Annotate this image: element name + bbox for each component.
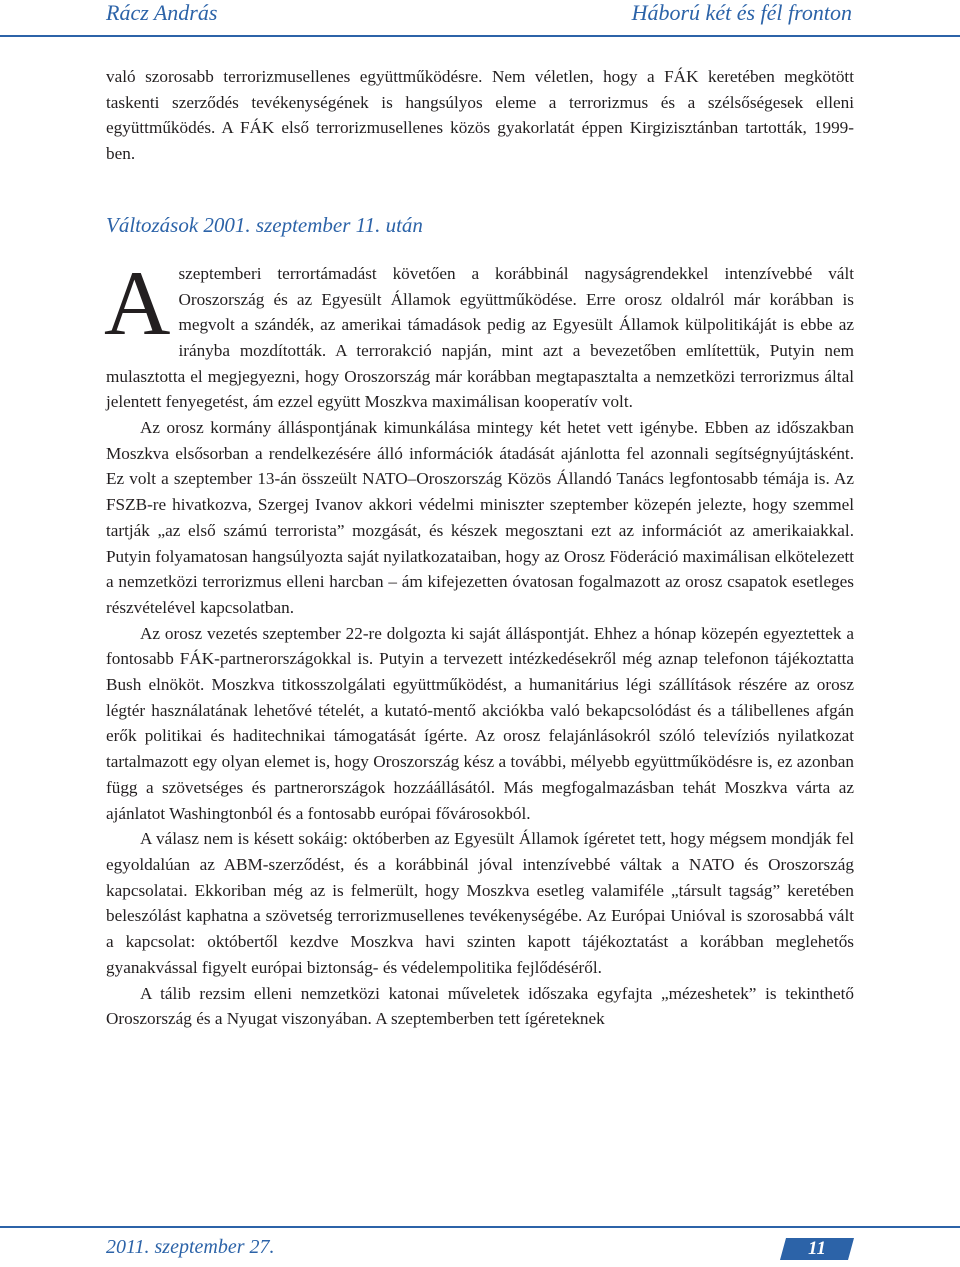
page-number: 11 <box>808 1238 826 1259</box>
drop-cap: A <box>104 251 171 354</box>
running-header <box>0 0 960 30</box>
paragraph-4: A válasz nem is késett sokáig: októberben az Egyesült Államok ígéretet tett, hogy mégsem mondják fel egyoldalúan az ABM-szerződést, és a korábbinál jóval intenzívebbé váltak a NATO és Oroszország kapcsolatai. Ekkoriban még az is felmerült, hogy Moszkva esetleg valamiféle „társult tagság” keretében beleszólást kaphatna a szövetség terrorizmusellenes tevékenységébe. Az Európai Unióval is szorosabbá vált a kapcsolat: októbertől kezdve Moszkva havi szinten kapott tájékoztatást a korábban meglehetős gyanakvással figyelt európai biztonság- és védelempolitika fejlődéséről. <box>106 829 854 977</box>
footer-date: 2011. szeptember 27. <box>106 1236 275 1258</box>
header-title: Háború két és fél fronton <box>631 0 852 25</box>
header-author: Rácz András <box>106 0 218 25</box>
paragraph-intro: való szorosabb terrorizmusellenes együttműködésre. Nem véletlen, hogy a FÁK keretében megkötött taskenti szerződés tevékenységének is hangsúlyos eleme a terrorizmus és a szélsőségesek elleni együttműködés. A FÁK első terrorizmusellenes közös gyakorlatát éppen Kirgizisztánban tartották, 1999-ben. <box>106 67 854 164</box>
page-number-badge <box>780 1238 854 1260</box>
footer-rule <box>0 1226 960 1228</box>
paragraph-2: Az orosz kormány álláspontjának kimunkálása mintegy két hetet vett igénybe. Ebben az időszakban Moszkva elsősorban a rendelkezésére álló információk átadását ajánlotta fel azonnali segítségnyújtásként. Ez volt a szeptember 13-án összeült NATO–Oroszország Közös Állandó Tanács legfontosabb témája is. Az FSZB-re hivatkozva, Szergej Ivanov akkori védelmi miniszter szeptember közepén jelezte, hogy szemmel tartják „az első számú terrorista” mozgását, és készek megosztani ezt az információt az amerikaiakkal. Putyin folyamatosan hangsúlyozta saját nyilatkozataiban, hogy az Orosz Föderáció maximálisan elkötelezett a nemzetközi terrorizmus elleni harcban – ám kifejezetten óvatosan fogalmazott az orosz csapatok esetleges részvételével kapcsolatban. <box>106 418 854 617</box>
article-body <box>106 64 854 1032</box>
section-heading: Változások 2001. szeptember 11. után <box>106 212 423 237</box>
paragraph-5: A tálib rezsim elleni nemzetközi katonai műveletek időszaka egyfajta „mézeshetek” is tekinthető Oroszország és a Nyugat viszonyában. A szeptemberben tett ígéreteknek <box>106 983 854 1029</box>
paragraph-1 <box>104 251 854 415</box>
paragraph-3: Az orosz vezetés szeptember 22-re dolgozta ki saját álláspontját. Ehhez a hónap közepén egyeztettek a fontosabb FÁK-partnerországokkal is. Putyin a tervezett intézkedésekről még aznap telefonon tájékoztatta Bush elnököt. Moszkva titkosszolgálati együttműködést, a humanitárius légi szállítások részére az orosz légtér használatának lehetővé tételét, a kutató-mentő akciókba való bekapcsolódást és a tálibellenes afgán erők politikai és haditechnikai támogatását ígérte. Az orosz felajánlásokról szóló televíziós nyilatkozat tartalmazott egy olyan elemet is, hogy Oroszország kész a további, mélyebb együttműködésre is, ez azonban függ a szövetséges és partnerországok hozzáállásától. Más megfogalmazásban tehát Moszkva várta az ajánlatot Washingtonból és a fontosabb európai fővárosokból. <box>106 623 854 823</box>
header-rule <box>0 35 960 37</box>
paragraph-1-text: szeptemberi terrortámadást követően a korábbinál nagyságrendekkel intenzívebbé vált Oroszország és az Egyesült Államok együttműködése. Erre orosz oldalról már korábban is megvolt a szándék, az amerikai támadások pedig az Egyesült Államok külpolitikáját is ebbe az irányba mozdították. A terrorakció napján, mint azt a bevezetőben említettük, Putyin nem mulasztotta el megjegyezni, hogy Oroszország már korábban megtapasztalta a nemzetközi terrorizmus által jelentett fenyegetést, ám ezzel együtt Moszkva maximálisan kooperatív volt. <box>106 263 854 412</box>
